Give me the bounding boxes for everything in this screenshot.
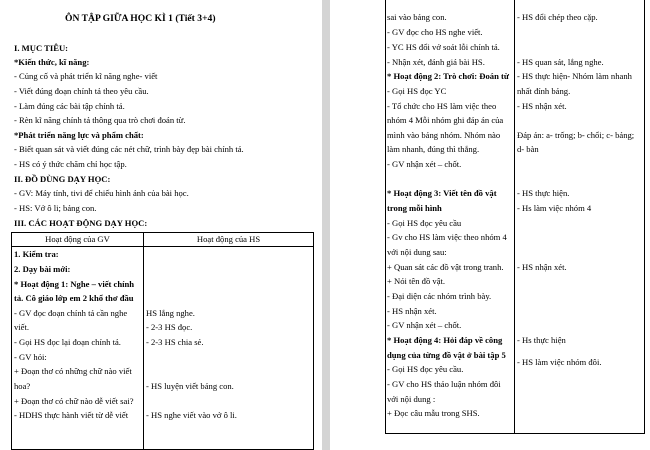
materials-line: - HS: Vở ô li; bảng con. — [14, 203, 97, 213]
table-border — [11, 232, 12, 450]
table-cell-gv: * Hoạt động 1: Nghe – viết chính — [14, 279, 135, 289]
table-cell-gv: + Đoạn thơ có chữ nào dễ viết sai? — [14, 396, 134, 406]
table-cell-gv: tả. Cô giáo lớp em 2 khổ thơ đầu — [14, 293, 134, 303]
table-cell-hs: - HS quan sát, lắng nghe. — [517, 57, 604, 67]
table-cell-gv: + Quan sát các đồ vật trong tranh. — [387, 262, 504, 272]
table-cell-gv: sai vào bảng con. — [387, 12, 447, 22]
objective-line: - Biết quan sát và viết đúng các nét chữ, trình bày đẹp bài chính tả. — [14, 144, 244, 154]
table-cell-gv: 1. Kiểm tra: — [14, 249, 59, 259]
table-header-gv: Hoạt động của GV — [45, 234, 110, 244]
table-cell-gv: * Hoạt động 4: Hỏi đáp về công — [387, 335, 503, 345]
table-cell-gv: - HS nhận xét. — [387, 306, 437, 316]
document-page-left — [0, 0, 322, 450]
table-border — [385, 0, 386, 433]
table-cell-gv: - Gọi HS đọc yêu cầu — [387, 218, 462, 228]
subheading-knowledge: *Kiến thức, kĩ năng: — [14, 57, 90, 67]
table-cell-gv: + Đọc câu mẫu trong SHS. — [387, 408, 480, 418]
table-cell-hs: - HS thực hiện. — [517, 188, 570, 198]
table-cell-gv: * Hoạt động 2: Trò chơi: Đoán từ — [387, 71, 510, 81]
table-border — [143, 232, 144, 450]
table-border — [644, 0, 645, 433]
table-cell-gv: làm nhanh, đúng thì thắng. — [387, 144, 480, 154]
table-cell-gv: nhóm 4 Mỗi nhóm ghi đáp án của — [387, 115, 504, 125]
table-cell-gv: - Gọi HS đọc lại đoạn chính tả. — [14, 337, 121, 347]
table-cell-gv: - GV nhận xét – chốt. — [387, 159, 462, 169]
table-cell-gv: - Gọi HS đọc YC — [387, 86, 447, 96]
objective-line: - Viết đúng đoạn chính tả theo yêu cầu. — [14, 86, 149, 96]
table-cell-hs: Đáp án: a- trống; b- chổi; c- bảng; — [517, 130, 635, 140]
table-cell-gv: + Đoạn thơ có những chữ nào viết — [14, 366, 132, 376]
table-cell-gv: - Gv cho HS làm việc theo nhóm 4 — [387, 232, 507, 242]
objective-line: - HS có ý thức chăm chỉ học tập. — [14, 159, 127, 169]
table-cell-gv: với nội dung sau: — [387, 247, 447, 257]
table-cell-hs: - HS nhận xét. — [517, 101, 567, 111]
table-cell-gv: - GV cho HS thảo luận nhóm đôi — [387, 379, 501, 389]
table-cell-gv: - GV hỏi: — [14, 352, 47, 362]
table-cell-gv: hoa? — [14, 381, 31, 391]
table-cell-gv: - HDHS thực hành viết từ dễ viết — [14, 410, 129, 420]
table-border — [385, 433, 645, 434]
section-heading-materials: II. ĐỒ DÙNG DẠY HỌC: — [14, 174, 111, 184]
table-cell-hs: - HS đổi chép theo cặp. — [517, 12, 598, 22]
objective-line: - Rèn kĩ năng chính tả thông qua trò chơi đoán từ. — [14, 115, 186, 125]
lesson-title: ÔN TẬP GIỮA HỌC KÌ 1 (Tiết 3+4) — [65, 13, 216, 24]
table-cell-gv: - Đại diện các nhóm trình bày. — [387, 291, 492, 301]
table-cell-hs: - 2-3 HS chia sẻ. — [146, 337, 204, 347]
table-cell-gv: với nội dung : — [387, 394, 436, 404]
table-border — [313, 232, 314, 450]
table-cell-gv: + Nói tên đồ vật. — [387, 276, 446, 286]
table-cell-gv: - Tổ chức cho HS làm việc theo — [387, 101, 497, 111]
table-cell-gv: mình vào bảng nhóm. Nhóm nào — [387, 130, 501, 140]
section-heading-activities: III. CÁC HOẠT ĐỘNG DẠY HỌC: — [14, 218, 148, 228]
table-cell-hs: - HS nghe viết vào vở ô li. — [146, 410, 237, 420]
table-cell-gv: dụng của từng đồ vật ở bài tập 5 — [387, 350, 506, 360]
table-cell-gv: - GV nhận xét – chốt. — [387, 320, 462, 330]
table-cell-gv: trong mỗi hình — [387, 203, 442, 213]
table-cell-gv: viết. — [14, 322, 30, 332]
table-cell-hs: - Hs thực hiện — [517, 335, 566, 345]
table-cell-hs: - HS nhận xét. — [517, 262, 567, 272]
objective-line: - Củng cố và phát triển kĩ năng nghe- viết — [14, 71, 158, 81]
subheading-competency: *Phát triển năng lực và phẩm chất: — [14, 130, 144, 140]
table-cell-hs: - 2-3 HS đọc. — [146, 322, 193, 332]
table-header-hs: Hoạt động của HS — [196, 234, 261, 244]
table-cell-hs: nhất đính bảng. — [517, 86, 571, 96]
table-cell-gv: - YC HS đổi vở soát lỗi chính tả. — [387, 42, 500, 52]
table-cell-gv: - Nhận xét, đánh giá bài HS. — [387, 57, 485, 67]
section-heading-objectives: I. MỤC TIÊU: — [14, 43, 69, 53]
table-cell-gv: - Gọi HS đọc yêu cầu. — [387, 364, 464, 374]
table-border — [11, 232, 314, 233]
table-cell-gv: 2. Dạy bài mới: — [14, 264, 71, 274]
page-separator — [322, 0, 330, 450]
table-cell-hs: HS lắng nghe. — [146, 308, 195, 318]
table-border — [11, 246, 314, 247]
table-cell-hs: - Hs làm việc nhóm 4 — [517, 203, 592, 213]
table-cell-gv: * Hoạt động 3: Viết tên đồ vật — [387, 188, 497, 198]
table-cell-hs: - HS làm việc nhóm đôi. — [517, 357, 602, 367]
table-cell-hs: - HS luyện viết bảng con. — [146, 381, 234, 391]
objective-line: - Làm đúng các bài tập chính tả. — [14, 101, 125, 111]
table-cell-hs: d- bàn — [517, 144, 539, 154]
materials-line: - GV: Máy tính, tivi để chiếu hình ảnh của bài học. — [14, 188, 189, 198]
table-cell-gv: - GV đọc đoạn chính tả cần nghe — [14, 308, 128, 318]
document-page-right — [330, 0, 650, 450]
table-border — [514, 0, 515, 433]
table-cell-hs: - HS thực hiện- Nhóm làm nhanh — [517, 71, 632, 81]
table-cell-gv: - GV đọc cho HS nghe viết. — [387, 27, 483, 37]
